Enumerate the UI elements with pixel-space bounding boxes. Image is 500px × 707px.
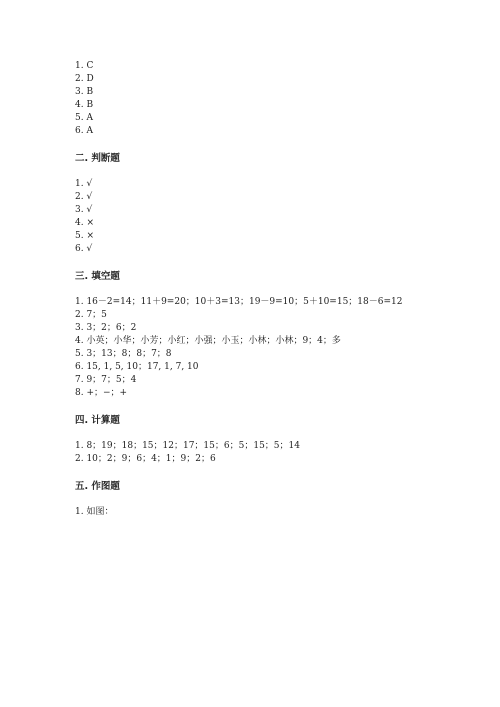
section-fill-blank (75, 256, 435, 400)
answer-line: 8. +；−；+ (75, 388, 128, 398)
answer-line: 2. 7；5 (75, 310, 107, 320)
answer-line: 5. A (75, 113, 93, 123)
answer-line: 4. 小英；小华；小芳；小红；小强；小玉；小林；小林；9；4；多 (75, 336, 341, 346)
answer-line: 6. A (75, 126, 93, 136)
answer-line: 5. × (75, 231, 94, 241)
section-heading: 五. 作图题 (75, 481, 120, 492)
answer-line: 2. 10；2；9；6；4；1；9；2；6 (75, 454, 216, 464)
section-heading: 四. 计算题 (75, 415, 120, 426)
answer-line: 3. √ (75, 205, 93, 215)
answer-line: 1. C (75, 61, 94, 71)
section-heading: 三. 填空题 (75, 271, 120, 282)
answer-line: 4. B (75, 100, 94, 110)
answer-line: 6. √ (75, 244, 93, 254)
answer-line: 2. √ (75, 192, 93, 202)
answer-line: 5. 3；13；8；8；7；8 (75, 349, 172, 359)
section-choice-answers (75, 60, 435, 138)
answer-line: 1. 如图： (75, 507, 114, 517)
answer-document (75, 60, 435, 519)
answer-line: 6. 15, 1, 5, 10；17, 1, 7, 10 (75, 362, 199, 372)
section-true-false (75, 138, 435, 256)
answer-line: 3. B (75, 87, 94, 97)
answer-line: 3. 3；2；6；2 (75, 323, 137, 333)
section-heading: 二. 判断题 (75, 153, 120, 164)
answer-line: 1. 8；19；18；15；12；17；15；6；5；15；5；14 (75, 441, 300, 451)
section-drawing (75, 466, 435, 519)
answer-line: 1. 16－2=14；11＋9=20；10＋3=13；19－9=10；5＋10=15；18－6=12 (75, 297, 403, 307)
answer-line: 1. √ (75, 179, 93, 189)
answer-line: 7. 9；7；5；4 (75, 375, 137, 385)
answer-line: 2. D (75, 74, 94, 84)
answer-line: 4. × (75, 218, 94, 228)
section-calculation (75, 400, 435, 466)
